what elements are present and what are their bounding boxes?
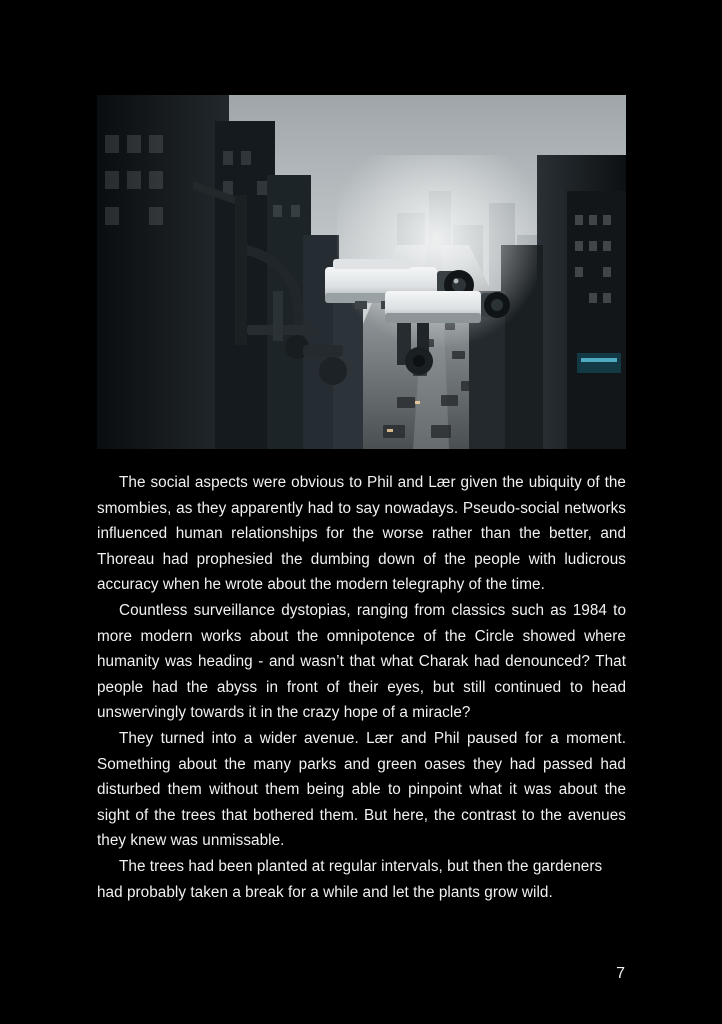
figure-surveillance-cameras (97, 95, 626, 449)
page-body-text (97, 470, 626, 905)
page-number: 7 (616, 965, 625, 982)
paragraph: They turned into a wider avenue. Lær and Phil paused for a moment. Something about the many parks and green oases they had passed had disturbed them without them being able to pinpoint what it was about the sight of the trees that bothered them. But here, the contrast to the avenues they knew was unmissable. (97, 729, 626, 850)
paragraph: The trees had been planted at regular intervals, but then the gardeners had probably taken a break for a while and let the plants grow wild. (97, 857, 603, 901)
figure-illustration (97, 95, 626, 449)
paragraph: The social aspects were obvious to Phil and Lær given the ubiquity of the smombies, as they apparently had to say nowadays. Pseudo-social networks influenced human relationships for the worse rather than the better, and Thoreau had prophesied the dumbing down of the people with ludicrous accuracy when he wrote about the modern telegraphy of the time. (97, 474, 626, 594)
paragraph: Countless surveillance dystopias, ranging from classics such as 1984 to more modern works about the omnipotence of the Circle showed where humanity was heading - and wasn’t that what Charak had denounced? That people had the abyss in front of their eyes, but still continued to head unswervingly towards it in the crazy hope of a miracle? (97, 601, 626, 722)
